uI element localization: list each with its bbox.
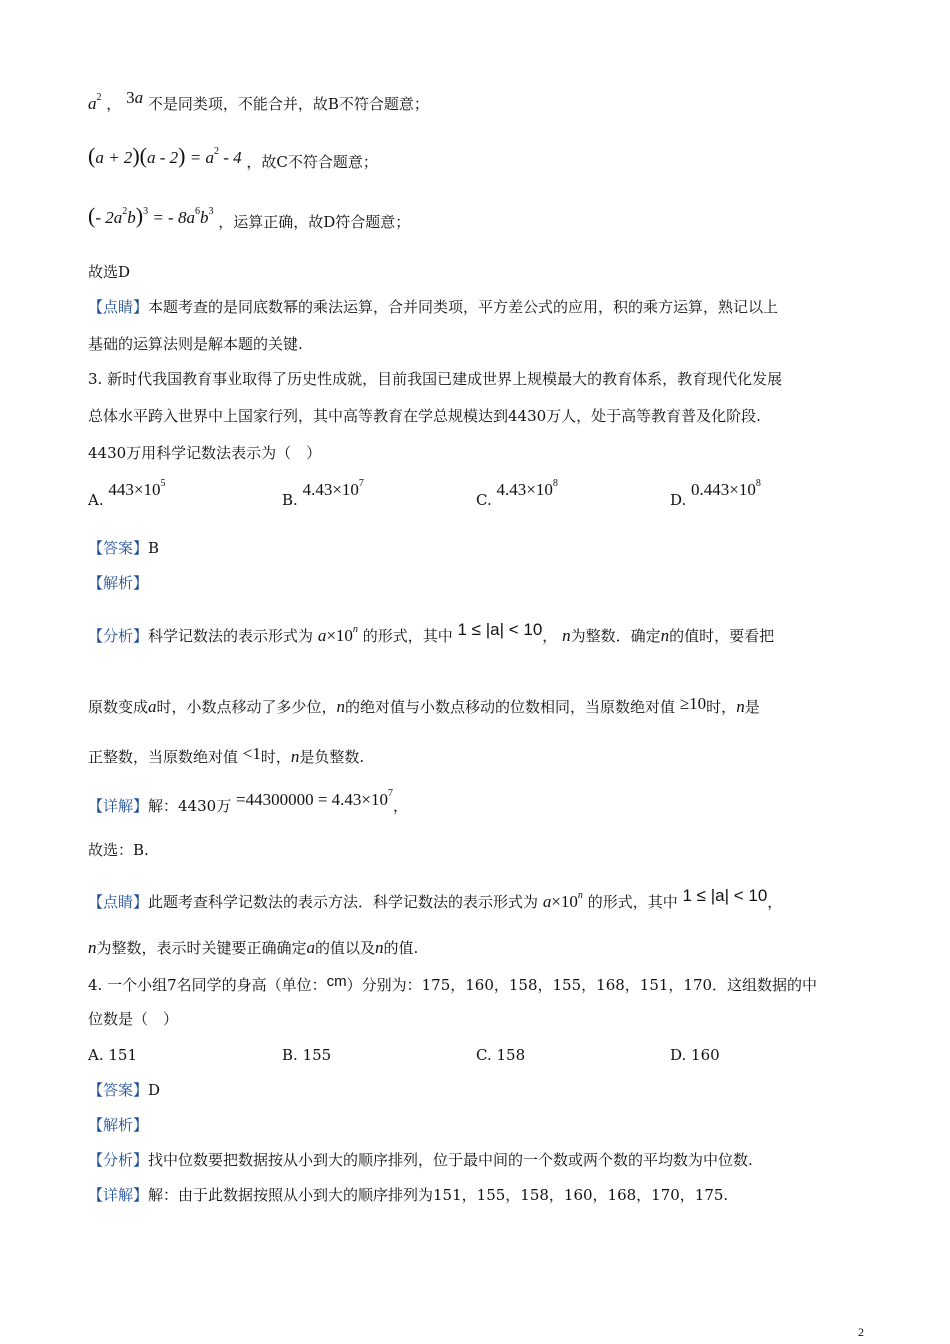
q4-analysis-label: 【解析】	[88, 1116, 149, 1134]
math-lt-1: <1	[242, 744, 261, 763]
q4-answer-value: D	[148, 1081, 161, 1099]
q3-answer: 【答案】B	[88, 539, 160, 557]
q3-option-d[interactable]: D. $0.443\times 10^8$	[670, 478, 761, 509]
q3-stem-line-1: 3. 新时代我国教育事业取得了历史性成就，目前我国已建成世界上规模最大的教育体系，教育现代化发展	[88, 370, 783, 388]
q3-answer-value: B	[148, 539, 160, 557]
q3-option-a[interactable]: A. $443\times 10^5$	[88, 478, 166, 509]
prev-line-2	[88, 143, 378, 172]
q3-fenxi-line-1: 【分析】科学记数法的表示形式为 $a\times 10^n$ 的形式，其中 1 ≤ |a| < 10， n为整数．确定n的值时，要看把	[88, 620, 775, 645]
q4-fenxi: 【分析】找中位数要把数据按从小到大的顺序排列，位于最中间的一个数或两个数的平均数为中位数.	[88, 1151, 753, 1169]
q4-detail: 【详解】解：由于此数据按照从小到大的顺序排列为151，155，158，160，168，170，175.	[88, 1186, 729, 1204]
math-a-times-10n: a	[317, 626, 327, 645]
q3-option-c[interactable]: C. $4.43\times 10^8$	[476, 478, 558, 509]
q4-option-b[interactable]: B. 155	[282, 1046, 332, 1064]
math-abs-range: 1 ≤ |a| < 10	[457, 620, 543, 639]
q3-stem-line-3: 4430万用科学记数法表示为（ ）	[88, 444, 322, 462]
page-number: 2	[858, 1325, 864, 1339]
prev-tip-line-1: 【点睛】本题考查的是同底数幂的乘法运算，合并同类项，平方差公式的应用，积的乘方运算，熟记以上	[88, 298, 779, 316]
tip-label: 【点睛】	[88, 298, 149, 316]
prev-tip-line-2: 基础的运算法则是解本题的关键.	[88, 335, 303, 353]
q3-analysis-label: 【解析】	[88, 574, 149, 592]
q4-answer: 【答案】D	[88, 1081, 161, 1099]
unit-cm: cm	[326, 973, 347, 990]
math-abs-range-2: 1 ≤ |a| < 10	[682, 886, 768, 905]
q4-option-a[interactable]: A. 151	[88, 1046, 138, 1064]
q4-option-c[interactable]: C. 158	[476, 1046, 526, 1064]
math-detail-expr: $=44300000 = 4.43\times 10^7$	[235, 788, 393, 809]
prev-line-1-text: 不是同类项，不能合并，故B不符合题意；	[147, 95, 429, 113]
q3-tip-line-1: 【点睛】此题考查科学记数法的表示方法．科学记数法的表示形式为 $a\times 10^n$ 的形式，其中 1 ≤ |a| < 10，	[88, 886, 783, 911]
prev-conclusion: 故选D	[88, 263, 131, 281]
prev-line-1: $a^2$ ， 3a 不是同类项，不能合并，故B不符合题意；	[88, 88, 429, 113]
q4-option-d[interactable]: D. 160	[670, 1046, 720, 1064]
prev-line-2-text: ，故C不符合题意；	[246, 153, 378, 171]
q3-detail: 【详解】解：4430万 $=44300000 = 4.43\times 10^7$，	[88, 788, 409, 815]
math-difference-of-squares: $(a + 2)(a - 2) = a^2 - 4$	[88, 143, 242, 168]
q4-stem-line-1: 4. 一个小组7名同学的身高（单位：cm）分别为：175，160，158，155，168，151，170．这组数据的中	[88, 973, 818, 994]
math-power-of-product: (- $2a^2b)^3$ = - $8a^6b^3$	[88, 203, 214, 228]
q3-fenxi-line-2: 原数变成a时，小数点移动了多少位，n的绝对值与小数点移动的位数相同，当原数绝对值 ≥10时，n是	[88, 694, 760, 716]
q3-choose: 故选：B.	[88, 841, 149, 859]
q3-tip-line-2: n为整数，表示时关键要正确确定a的值以及n的值.	[88, 938, 419, 957]
q3-fenxi-line-3: 正整数，当原数绝对值 <1时，n是负整数.	[88, 744, 365, 766]
math-a-squared: $a^2$	[88, 92, 102, 113]
prev-line-3-text: ，运算正确，故D符合题意；	[218, 213, 411, 231]
q3-option-b[interactable]: B. $4.43\times 10^7$	[282, 478, 364, 509]
math-3a: 3a	[126, 88, 144, 107]
q4-stem-line-2: 位数是（ ）	[88, 1010, 179, 1028]
q3-stem-line-2: 总体水平跨入世界中上国家行列，其中高等教育在学总规模达到4430万人，处于高等教育普及化阶段.	[88, 407, 761, 425]
math-geq-10: ≥10	[679, 694, 707, 713]
prev-line-3	[88, 203, 411, 232]
